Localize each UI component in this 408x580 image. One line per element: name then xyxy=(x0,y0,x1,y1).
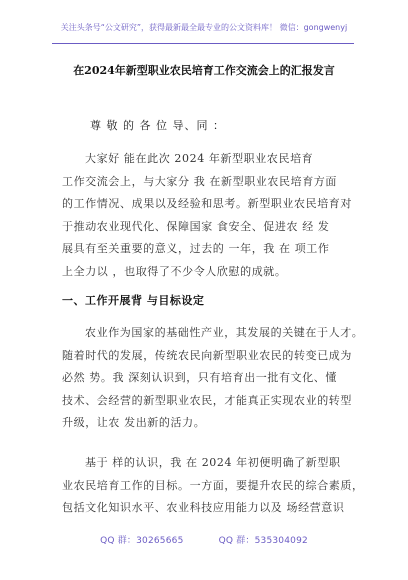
header-banner: 关注头条号“公文研究”，获得最新最全最专业的公文资料库！ 微信：gongwenyj xyxy=(60,23,348,32)
qq-group-2: QQ 群：535304092 xyxy=(218,536,308,546)
section-heading: 一、工作开展背 与目标设定 xyxy=(62,294,205,307)
text-line: 业农民培育工作的目标。一方面，要提升农民的综合素质， xyxy=(62,478,364,492)
paragraph-goals xyxy=(62,452,364,520)
footer-contacts xyxy=(0,533,408,546)
header-divider xyxy=(52,43,354,44)
text-line: 必然 势。我 深刻认识到，只有培育出一批有文化、懂 xyxy=(62,371,337,384)
text-line: 农业作为国家的基础性产业，其发展的关键在于人才。 xyxy=(85,326,364,339)
text-line: 的工作情况、成果以及经验和思考。新型职业农民培育对 xyxy=(62,197,352,210)
text-line: 升级，让农 发出新的活力。 xyxy=(62,416,206,429)
qq-group-1: QQ 群：30265665 xyxy=(100,536,184,546)
text-line: 上全力以 ，也取得了不少令人欣慰的成就。 xyxy=(62,264,287,278)
salutation: 尊 敬 的 各 位 导、同 ： xyxy=(90,119,225,132)
text-line: 随着时代的发展，传统农民向新型职业农民的转变已成为 xyxy=(62,348,352,362)
document-title: 在2024年新型职业农民培育工作交流会上的汇报发言 xyxy=(73,64,335,77)
text-line: 大家好 能在此次 2024 年新型职业农民培育 xyxy=(85,152,314,165)
paragraph-intro xyxy=(62,148,352,283)
text-line: 技术、会经营的新型职业农民，才能真正实现农业的转型 xyxy=(62,393,352,407)
paragraph-background xyxy=(62,322,364,435)
text-line: 工作交流会上，与大家分 我 在新型职业农民培育方面 xyxy=(62,174,337,188)
text-line: 基于 样的认识，我 在 2024 年初便明确了新型职 xyxy=(85,456,341,469)
text-line: 包括文化知识水平、农业科技应用能力以及 场经营意识 xyxy=(62,501,345,514)
text-line: 展具有至关重要的意义，过去的 一年，我 在 项工作 xyxy=(62,242,330,255)
text-line: 于推动农业现代化、保障国家 食安全、促进农 经 发 xyxy=(62,219,330,233)
